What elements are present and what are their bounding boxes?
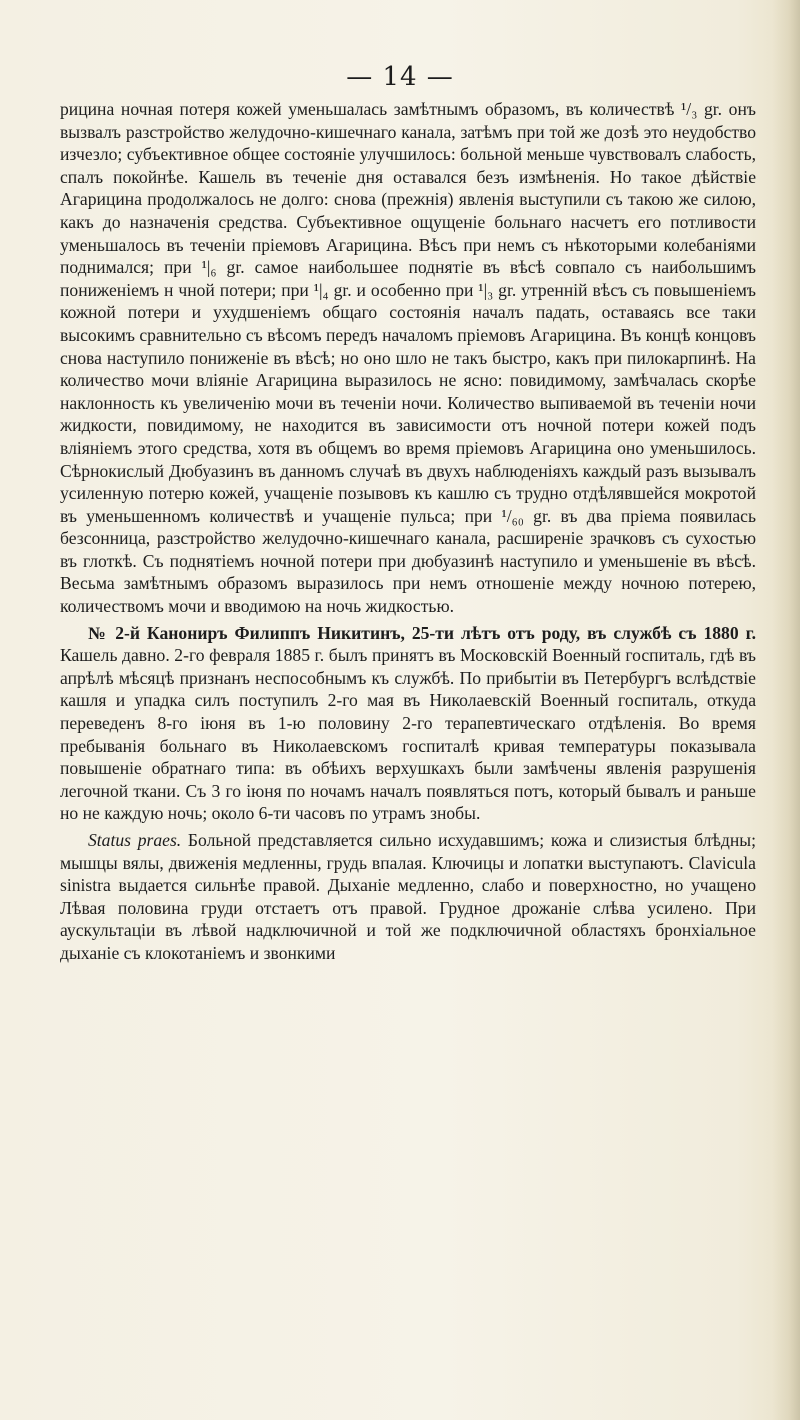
body-text bbox=[60, 98, 756, 965]
paragraph-case-2 bbox=[60, 622, 756, 825]
paragraph-text: рицина ночная потеря кожей уменьшалась замѣтнымъ образомъ, въ количествѣ ¹/₃ gr. онъ вызвалъ разстройство желудочно-кишечнаго канала, затѣмъ при той же дозѣ это неудобство изчезло; субъективное общее состояніе улучшилось: больной меньше чувствовалъ слабость, спалъ покойнѣе. Кашель въ теченіе дня оставался безъ измѣненія. Но такое дѣйствіе Агарицина продолжалось не долго: снова (прежнія) явленія выступили съ такою же силою, какъ до назначенія средства. Субъективное ощущеніе больнаго насчетъ его потливости уменьшалось въ теченіи пріемовъ Агарицина. Вѣсъ при немъ съ нѣкоторыми колебаніями поднимался; при ¹|₆ gr. самое наибольшее поднятіе въ вѣсѣ совпало съ наибольшимъ пониженіемъ н чной потери; при ¹|₄ gr. и особенно при ¹|₃ gr. утренній вѣсъ съ повышеніемъ кожной потери и ухудшеніемъ общаго состоянія началъ падать, оставаясь все таки высокимъ сравнительно съ вѣсомъ передъ началомъ пріемовъ Агарицина. Въ концѣ концовъ снова наступило пониженіе въ вѣсѣ; но оно шло не такъ быстро, какъ при пилокарпинѣ. На количество мочи вліяніе Агарицина выразилось не ясно: повидимому, замѣчалась скорѣе наклонность къ увеличенію мочи въ теченіи ночи. Количество выпиваемой въ теченіи ночи жидкости, повидимому, не находится въ зависимости отъ ночной потери кожей подъ вліяніемъ этого средства, хотя въ общемъ во время пріемовъ Агарицина оно уменьшилось. Сѣрнокислый Дюбуазинъ въ данномъ случаѣ въ двухъ наблюденіяхъ каждый разъ вызывалъ усиленную потерю кожей, учащеніе позывовъ къ кашлю съ трудно отдѣлявшейся мокротой въ уменьшенномъ количествѣ и учащеніе пульса; при ¹/₆₀ gr. въ два пріема появилась безсонница, разстройство желудочно-кишечнаго канала, расширеніе зрачковъ съ сухостью въ глоткѣ. Съ поднятіемъ ночной потери при дюбуазинѣ наступило и уменьшеніе въ вѣсѣ. Весьма замѣтнымъ образомъ выразилось при немъ отношеніе между ночною потерею, количествомъ мочи и вводимою на ночь жидкостью. bbox=[60, 99, 756, 617]
page-edge-shadow bbox=[772, 0, 800, 1420]
paragraph-text: Кашель давно. 2-го февраля 1885 г. былъ принятъ въ Московскій Военный госпиталь, гдѣ въ апрѣлѣ мѣсяцѣ признанъ неспособнымъ къ службѣ. По прибытіи въ Петербургъ вслѣдствіе кашля и упадка силъ поступилъ 2-го мая въ Николаевскій Военный госпиталь, откуда переведенъ 8-го іюня въ 1-ю половину 2-го терапевтическаго отдѣленія. Во время пребыванія больнаго въ Николаевскомъ госпиталѣ кривая температуры показывала повышеніе обратнаго типа: въ обѣихъ верхушкахъ были замѣчены явленія разрушенія легочной ткани. Съ 3 го іюня по ночамъ началъ появляться потъ, который бывалъ и раньше но не каждую ночь; около 6-ти часовъ по утрамъ знобы. bbox=[60, 645, 756, 824]
paragraph-text: Больной представляется сильно исхудавшимъ; кожа и слизистыя блѣдны; мышцы вялы, движенія медленны, грудь впалая. Ключицы и лопатки выступаютъ. Clavicula sinistra выдается сильнѣе правой. Дыханіе медленно, слабо и поверхностно, но учащено Лѣвая половина груди отстаетъ отъ правой. Грудное дрожаніе слѣва усилено. При аускультаціи въ лѣвой надключичной и той же подключичной областяхъ бронхіальное дыханіе съ клокотаніемъ и звонкими bbox=[60, 830, 756, 963]
status-praesens-label: Status praes. bbox=[88, 830, 182, 850]
paragraph-agaricin-summary bbox=[60, 98, 756, 618]
paragraph-status-praesens bbox=[60, 829, 756, 965]
case-heading: № 2-й Канониръ Филиппъ Никитинъ, 25-ти лѣтъ отъ роду, въ службѣ съ 1880 г. bbox=[88, 622, 756, 643]
page-number: — 14 — bbox=[346, 62, 454, 92]
